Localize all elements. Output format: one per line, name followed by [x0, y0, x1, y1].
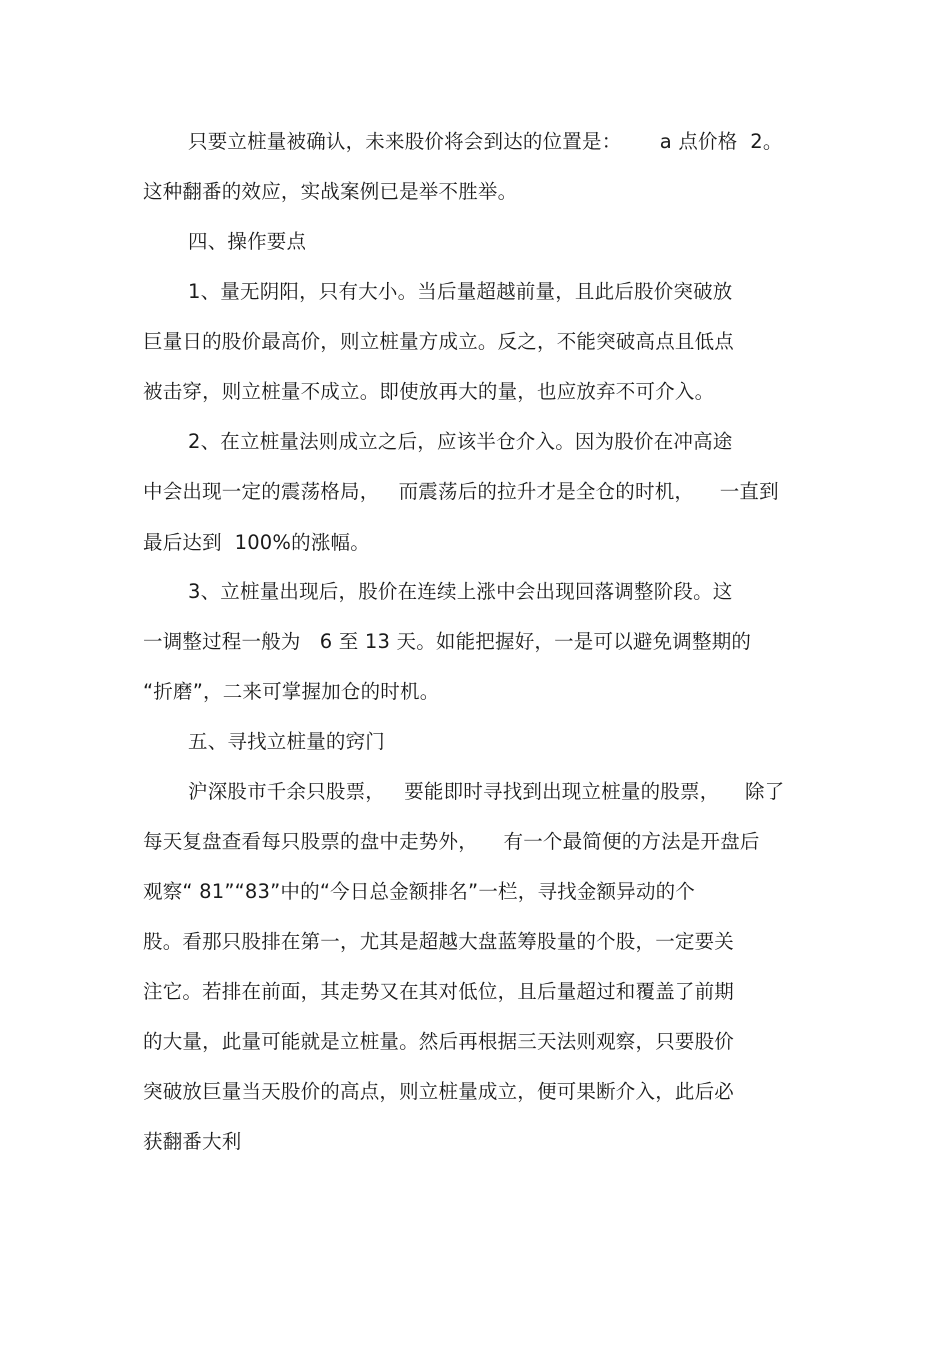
text-line: 的大量，此量可能就是立桩量。然后再根据三天法则观察，只要股价	[143, 1030, 735, 1053]
text-line: 2、在立桩量法则成立之后，应该半仓介入。因为股价在冲高途	[188, 430, 733, 453]
section-heading: 四、操作要点	[188, 230, 307, 253]
text-line: 观察“ 81”“83”中的“今日总金额排名”一栏，寻找金额异动的个	[143, 880, 696, 903]
text-line: 突破放巨量当天股价的高点，则立桩量成立，便可果断介入，此后必	[143, 1080, 735, 1103]
text-line: 注它。若排在前面，其走势又在其对低位，且后量超过和覆盖了前期	[143, 980, 735, 1003]
text-line: 只要立桩量被确认，未来股价将会到达的位置是： a 点价格 2。	[188, 130, 783, 153]
text-line: “折磨”，二来可掌握加仓的时机。	[143, 680, 440, 703]
text-line: 这种翻番的效应，实战案例已是举不胜举。	[143, 180, 518, 203]
text-line: 1、量无阴阳，只有大小。当后量超越前量，且此后股价突破放	[188, 280, 733, 303]
text-line: 被击穿，则立桩量不成立。即使放再大的量，也应放弃不可介入。	[143, 380, 715, 403]
text-line: 3、立桩量出现后，股价在连续上涨中会出现回落调整阶段。这	[188, 580, 733, 603]
text-line: 每天复盘查看每只股票的盘中走势外， 有一个最简便的方法是开盘后	[143, 830, 760, 853]
text-line: 最后达到 100%的涨幅。	[143, 531, 370, 554]
text-line: 一调整过程一般为 6 至 13 天。如能把握好，一是可以避免调整期的	[143, 630, 752, 653]
text-line: 中会出现一定的震荡格局， 而震荡后的拉升才是全仓的时机， 一直到	[143, 480, 779, 503]
text-line: 股。看那只股排在第一，尤其是超越大盘蓝筹股量的个股，一定要关	[143, 930, 735, 953]
text-line: 获翻番大利	[143, 1130, 242, 1153]
section-heading: 五、寻找立桩量的窍门	[188, 730, 386, 753]
text-line: 沪深股市千余只股票， 要能即时寻找到出现立桩量的股票， 除了	[188, 780, 785, 803]
text-line: 巨量日的股价最高价，则立桩量方成立。反之，不能突破高点且低点	[143, 330, 735, 353]
